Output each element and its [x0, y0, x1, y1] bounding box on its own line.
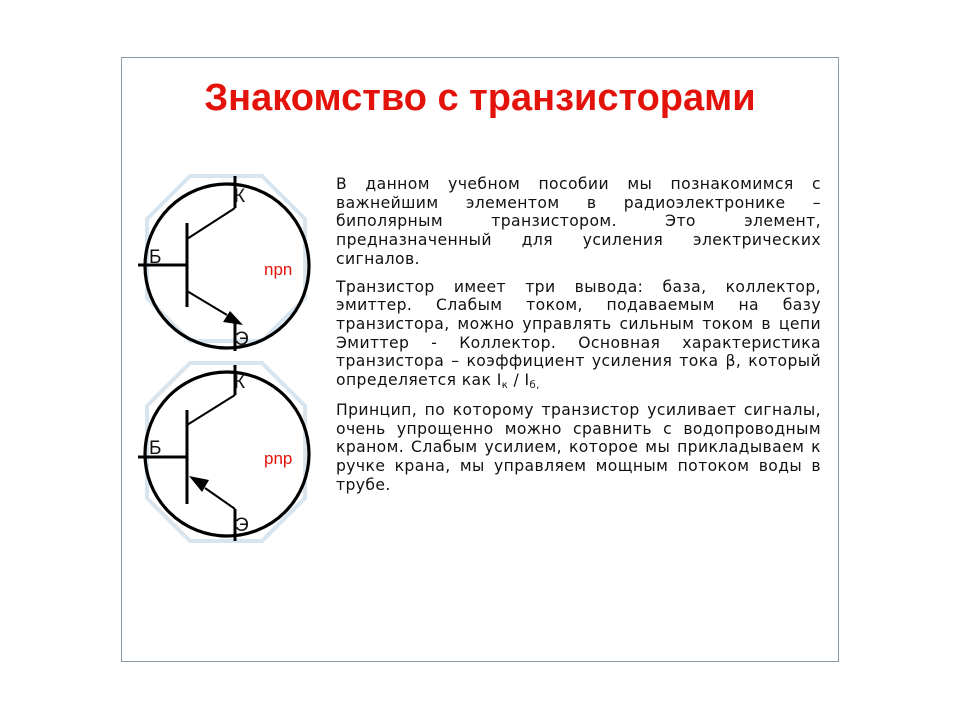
pnp-collector-label: К	[234, 372, 246, 393]
slide-title: Знакомство с транзисторами	[204, 77, 756, 119]
npn-type-label: npn	[264, 260, 293, 279]
pnp-base-label: Б	[149, 438, 162, 459]
paragraph-intro: В данном учебном пособии мы познакомимся с важнейшим элементом в радиоэлектронике – биполярным транзистором. Это элемент, предназначенный для усиления электрических сигналов.	[336, 175, 821, 268]
body-text	[336, 175, 821, 504]
transistor-diagrams	[135, 168, 325, 548]
pnp-emitter-label: Э	[235, 515, 249, 536]
npn-emitter-label: Э	[235, 329, 249, 350]
paragraph-terminals-text: Транзистор имеет три вывода: база, коллектор, эмиттер. Слабым током, подаваемым на базу транзистора, можно управлять сильным током в цепи Эмиттер - Коллектор. Основная характеристика транзистора – коэффициент усиления тока β, который определяется как I	[336, 277, 821, 390]
paragraph-principle: Принцип, по которому транзистор усиливает сигналы, очень упрощенно можно сравнить с водопроводным краном. Слабым усилием, которое мы прикладываем к ручке крана, мы управляем мощным потоком воды в трубе.	[336, 401, 821, 494]
npn-symbol	[138, 176, 309, 351]
formula-sub-base: б,	[529, 380, 540, 392]
formula-sub-collector: к	[501, 380, 509, 392]
pnp-type-label: pnp	[264, 449, 293, 468]
paragraph-terminals	[336, 278, 821, 393]
npn-base-label: Б	[149, 247, 162, 268]
formula-separator: / I	[508, 371, 530, 390]
npn-octagon	[147, 176, 305, 341]
npn-collector-label: К	[234, 186, 246, 207]
pnp-symbol	[138, 363, 309, 541]
